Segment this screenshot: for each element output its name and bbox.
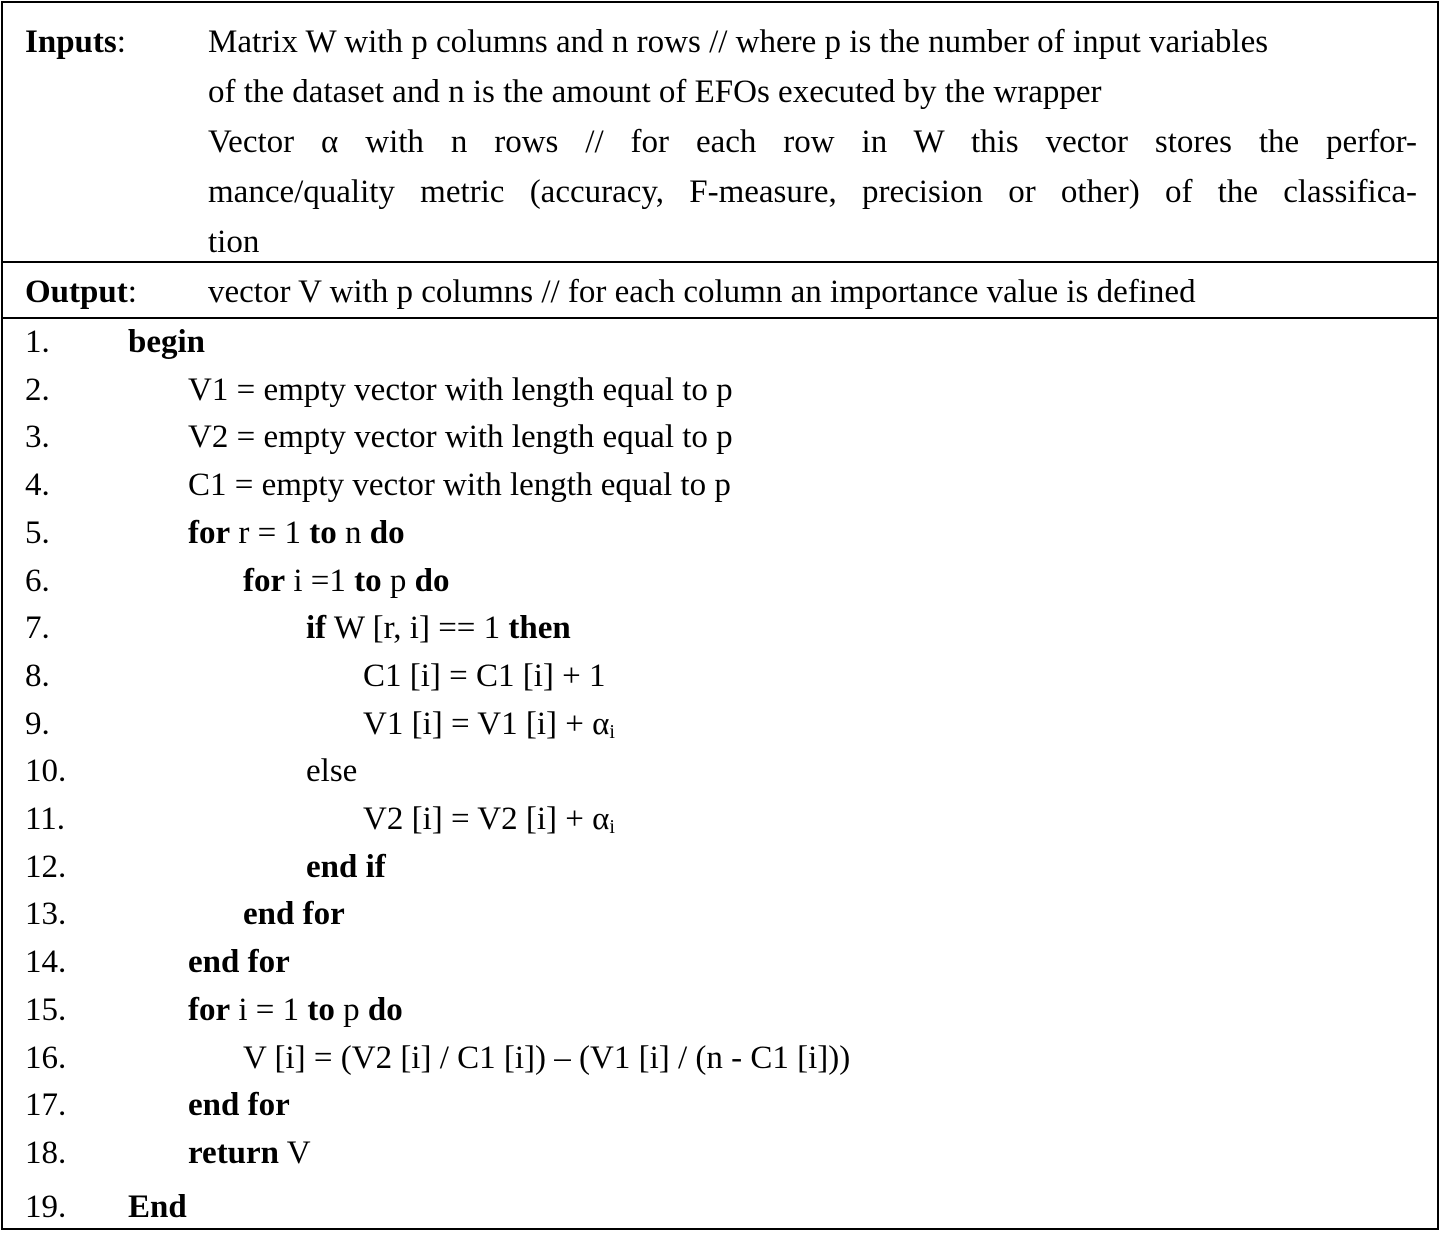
line-number: 1.: [25, 324, 50, 360]
code-text: [188, 987, 403, 1035]
code-text: [243, 1035, 850, 1083]
line-number: 11.: [25, 801, 66, 837]
code-text: [128, 1184, 187, 1232]
code-token: V1 = empty vector with length equal to p: [188, 371, 733, 408]
keyword: then: [508, 610, 571, 647]
code-token: V1 [i] = V1 [i] + α: [363, 705, 610, 742]
code-line: [3, 510, 1437, 558]
output-text: [208, 267, 1417, 317]
inputs-section: [3, 3, 1437, 263]
code-line: [3, 1035, 1437, 1083]
line-number: 16.: [25, 1039, 67, 1076]
code-line: [3, 653, 1437, 701]
code-text: [188, 510, 405, 558]
code-token: C1 [i] = C1 [i] + 1: [363, 657, 606, 694]
line-number: 19.: [25, 1188, 67, 1225]
code-token: V: [279, 1134, 311, 1171]
output-description: vector V with p columns // for each column an importance value is defined: [208, 274, 1196, 310]
keyword: for: [243, 562, 286, 599]
code-token: r = 1: [230, 514, 310, 551]
inputs-label-text: Inputs: [25, 24, 117, 60]
code-text: [188, 414, 733, 462]
keyword: do: [369, 514, 405, 551]
code-line: [3, 462, 1437, 510]
keyword: for: [188, 991, 231, 1028]
keyword: begin: [128, 324, 206, 360]
code-text: [306, 748, 357, 796]
code-line: [3, 844, 1437, 892]
keyword: End: [128, 1188, 187, 1225]
keyword: return: [188, 1134, 280, 1171]
output-label: Output:: [25, 274, 137, 310]
code-token: V2 [i] = V2 [i] + α: [363, 801, 610, 837]
inputs-line: Vector α with n rows // for each row in W this vector stores the perfor-: [208, 124, 1417, 160]
line-number: 15.: [25, 991, 67, 1028]
code-token: V [i] = (V2 [i] / C1 [i]) – (V1 [i] / (n - C1 [i])): [243, 1039, 851, 1076]
code-token: n: [336, 514, 370, 551]
code-token: V2 = empty vector with length equal to p: [188, 419, 733, 456]
code-text: [363, 701, 615, 749]
code-text: [188, 462, 731, 510]
code-line: [3, 891, 1437, 939]
code-line: [3, 939, 1437, 987]
code-token: p: [334, 991, 368, 1028]
code-text: [188, 367, 733, 415]
code-line: [3, 1184, 1437, 1232]
output-label-text: Output: [25, 274, 128, 310]
code-text: [188, 1130, 311, 1178]
code-token: i =1: [285, 562, 355, 599]
line-number: 13.: [25, 896, 67, 933]
line-number: 17.: [25, 1087, 67, 1124]
line-number: 18.: [25, 1134, 67, 1171]
inputs-line: tion: [208, 224, 260, 260]
line-number: 14.: [25, 944, 67, 981]
line-number: 7.: [25, 610, 50, 647]
code-text: [363, 653, 606, 701]
keyword: to: [307, 991, 335, 1028]
code-line: [3, 558, 1437, 606]
algorithm-box: [1, 1, 1439, 1230]
output-section: [3, 263, 1437, 319]
keyword: end for: [243, 896, 345, 933]
line-number: 3.: [25, 419, 50, 456]
line-number: 10.: [25, 753, 67, 790]
code-line: [3, 748, 1437, 796]
code-token: i: [609, 816, 615, 838]
line-number: 8.: [25, 657, 50, 694]
code-text: [128, 319, 205, 367]
code-text: [363, 796, 615, 844]
code-line: [3, 414, 1437, 462]
code-token: i: [609, 720, 615, 743]
code-token: p: [381, 562, 415, 599]
line-number: 6.: [25, 562, 50, 599]
code-line: [3, 987, 1437, 1035]
line-number: 4.: [25, 467, 50, 504]
keyword: if: [306, 610, 327, 647]
line-number: 5.: [25, 514, 50, 551]
code-token: C1 = empty vector with length equal to p: [188, 467, 731, 504]
line-number: 12.: [25, 848, 67, 885]
inputs-label: Inputs:: [25, 24, 126, 60]
inputs-text: [208, 17, 1417, 267]
inputs-line: mance/quality metric (accuracy, F-measure, precision or other) of the classifica-: [208, 174, 1417, 210]
keyword: end for: [188, 944, 290, 981]
code-token: else: [306, 753, 358, 790]
code-line: [3, 367, 1437, 415]
keyword: do: [367, 991, 403, 1028]
keyword: end if: [306, 848, 386, 885]
keyword: do: [414, 562, 450, 599]
code-line: [3, 1130, 1437, 1178]
code-text: [306, 605, 571, 653]
code-text: [243, 891, 345, 939]
code-line: [3, 796, 1437, 844]
line-number: 2.: [25, 371, 50, 408]
keyword: end for: [188, 1087, 290, 1124]
code-line: [3, 1082, 1437, 1130]
inputs-line: of the dataset and n is the amount of EFOs executed by the wrapper: [208, 74, 1102, 110]
code-line: [3, 701, 1437, 749]
keyword: to: [309, 514, 337, 551]
code-text: [306, 844, 386, 892]
code-line: [3, 319, 1437, 367]
code-text: [188, 1082, 290, 1130]
keyword: for: [188, 514, 231, 551]
line-number: 9.: [25, 705, 50, 742]
inputs-line: Matrix W with p columns and n rows // where p is the number of input variables: [208, 24, 1269, 60]
keyword: to: [354, 562, 382, 599]
code-token: i = 1: [230, 991, 308, 1028]
code-token: W [r, i] == 1: [326, 610, 509, 647]
code-line: [3, 605, 1437, 653]
code-text: [188, 939, 290, 987]
pseudocode-body: [3, 319, 1437, 1228]
code-text: [243, 558, 450, 606]
